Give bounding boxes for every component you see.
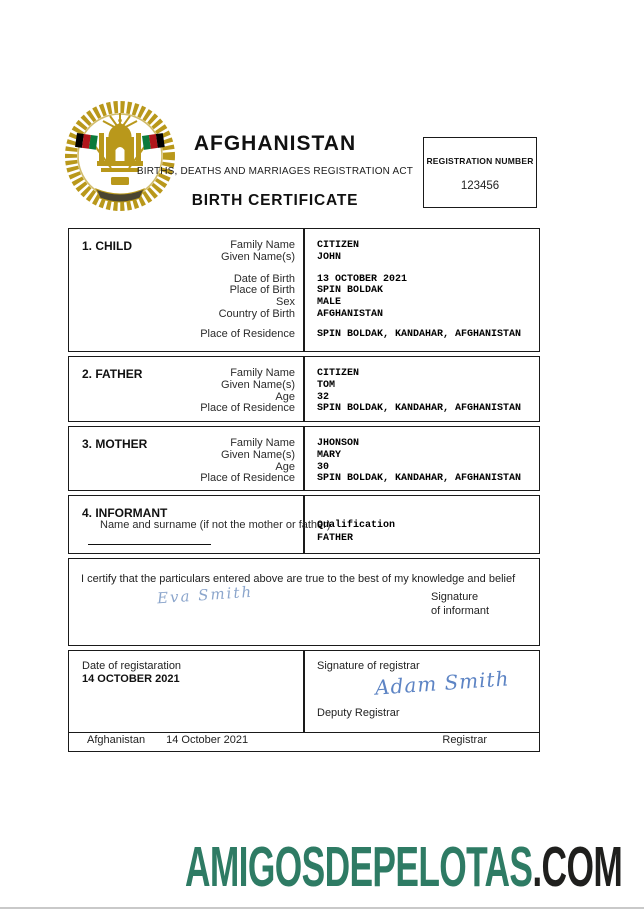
field-value: JHONSON xyxy=(317,438,360,449)
field-value: TOM xyxy=(317,379,336,391)
field-label: Country of Birth xyxy=(218,307,295,320)
field-label: Place of Residence xyxy=(200,472,295,485)
field-value: SPIN BOLDAK, KANDAHAR, AFGHANISTAN xyxy=(317,403,522,415)
bottom-divider-rule xyxy=(0,907,644,909)
field-label: Family Name xyxy=(230,367,295,379)
qualification-label: Qualification xyxy=(317,520,396,531)
registration-number-box xyxy=(423,137,537,208)
header-title-block xyxy=(118,120,432,210)
field-label: Family Name xyxy=(230,239,295,251)
registration-date-value: 14 OCTOBER 2021 xyxy=(82,673,180,685)
registrar-signature-label: Signature of registrar xyxy=(317,660,420,672)
site-logo xyxy=(184,835,622,899)
field-value: SPIN BOLDAK xyxy=(317,285,384,297)
field-value: SPIN BOLDAK, KANDAHAR, AFGHANISTAN xyxy=(317,473,522,485)
qualification-value: FATHER xyxy=(317,532,354,544)
registrar-signature: Adam Smith xyxy=(374,666,511,700)
section-informant xyxy=(68,495,540,554)
column-divider xyxy=(303,651,305,732)
site-logo-tld: .COM xyxy=(532,835,622,899)
field-label: Place of Residence xyxy=(200,327,295,340)
informant-signature: Eva Smith xyxy=(156,582,254,608)
section-mother xyxy=(68,426,540,491)
field-value: 32 xyxy=(317,391,330,403)
strip-date: 14 October 2021 xyxy=(166,734,249,746)
section-certification xyxy=(68,558,540,646)
section-child-title: 1. CHILD xyxy=(82,239,133,253)
section-informant-title: 4. INFORMANT xyxy=(82,506,168,520)
field-label: Place of Birth xyxy=(229,284,295,297)
certificate-body xyxy=(68,228,540,756)
site-logo-name: AMIGOSDEPELOTAS xyxy=(184,835,533,899)
footer-strip xyxy=(68,729,540,752)
field-label: Place of Residence xyxy=(200,402,295,415)
field-label: Given Name(s) xyxy=(221,448,295,461)
section-child xyxy=(68,228,540,352)
section-mother-title: 3. MOTHER xyxy=(82,437,148,451)
field-value: SPIN BOLDAK, KANDAHAR, AFGHANISTAN xyxy=(317,328,522,340)
field-label: Given Name(s) xyxy=(221,250,295,263)
act-subtitle: BIRTHS, DEATHS AND MARRIAGES REGISTRATION ACT xyxy=(136,166,414,177)
registration-date-label: Date of registaration xyxy=(82,660,182,672)
column-divider xyxy=(303,229,305,351)
section-father xyxy=(68,356,540,422)
field-label: Sex xyxy=(276,296,295,309)
country-title: AFGHANISTAN xyxy=(193,132,357,155)
strip-registrar-label: Registrar xyxy=(442,734,487,746)
column-divider xyxy=(303,357,305,421)
registrar-title: Deputy Registrar xyxy=(317,707,400,719)
field-label: Age xyxy=(275,390,295,403)
field-value: MARY xyxy=(317,449,342,461)
section-registration xyxy=(68,650,540,733)
field-label: Age xyxy=(275,460,295,473)
registration-number-label: REGISTRATION NUMBER xyxy=(426,156,534,166)
field-label: Family Name xyxy=(230,437,295,449)
field-value: JOHN xyxy=(317,251,342,263)
field-value: AFGHANISTAN xyxy=(317,308,384,320)
field-label: Given Name(s) xyxy=(221,378,295,391)
field-value: CITIZEN xyxy=(317,240,360,251)
signature-label-line1: Signature xyxy=(431,591,479,603)
field-value: 13 OCTOBER 2021 xyxy=(317,273,408,285)
field-label: Date of Birth xyxy=(233,272,295,285)
document-title: BIRTH CERTIFICATE xyxy=(191,192,359,209)
informant-name-blank-line xyxy=(88,544,211,545)
section-father-title: 2. FATHER xyxy=(82,367,143,381)
signature-label-line2: of informant xyxy=(431,604,490,617)
column-divider xyxy=(303,427,305,490)
field-value: 30 xyxy=(317,461,330,473)
strip-country: Afghanistan xyxy=(87,734,146,746)
informant-name-label: Name and surname (if not the mother or father) xyxy=(100,519,331,531)
registration-number-value: 123456 xyxy=(460,180,500,192)
certification-statement: I certify that the particulars entered above are true to the best of my knowledge and belief xyxy=(81,573,516,585)
field-value: MALE xyxy=(317,297,342,309)
field-value: CITIZEN xyxy=(317,368,360,379)
